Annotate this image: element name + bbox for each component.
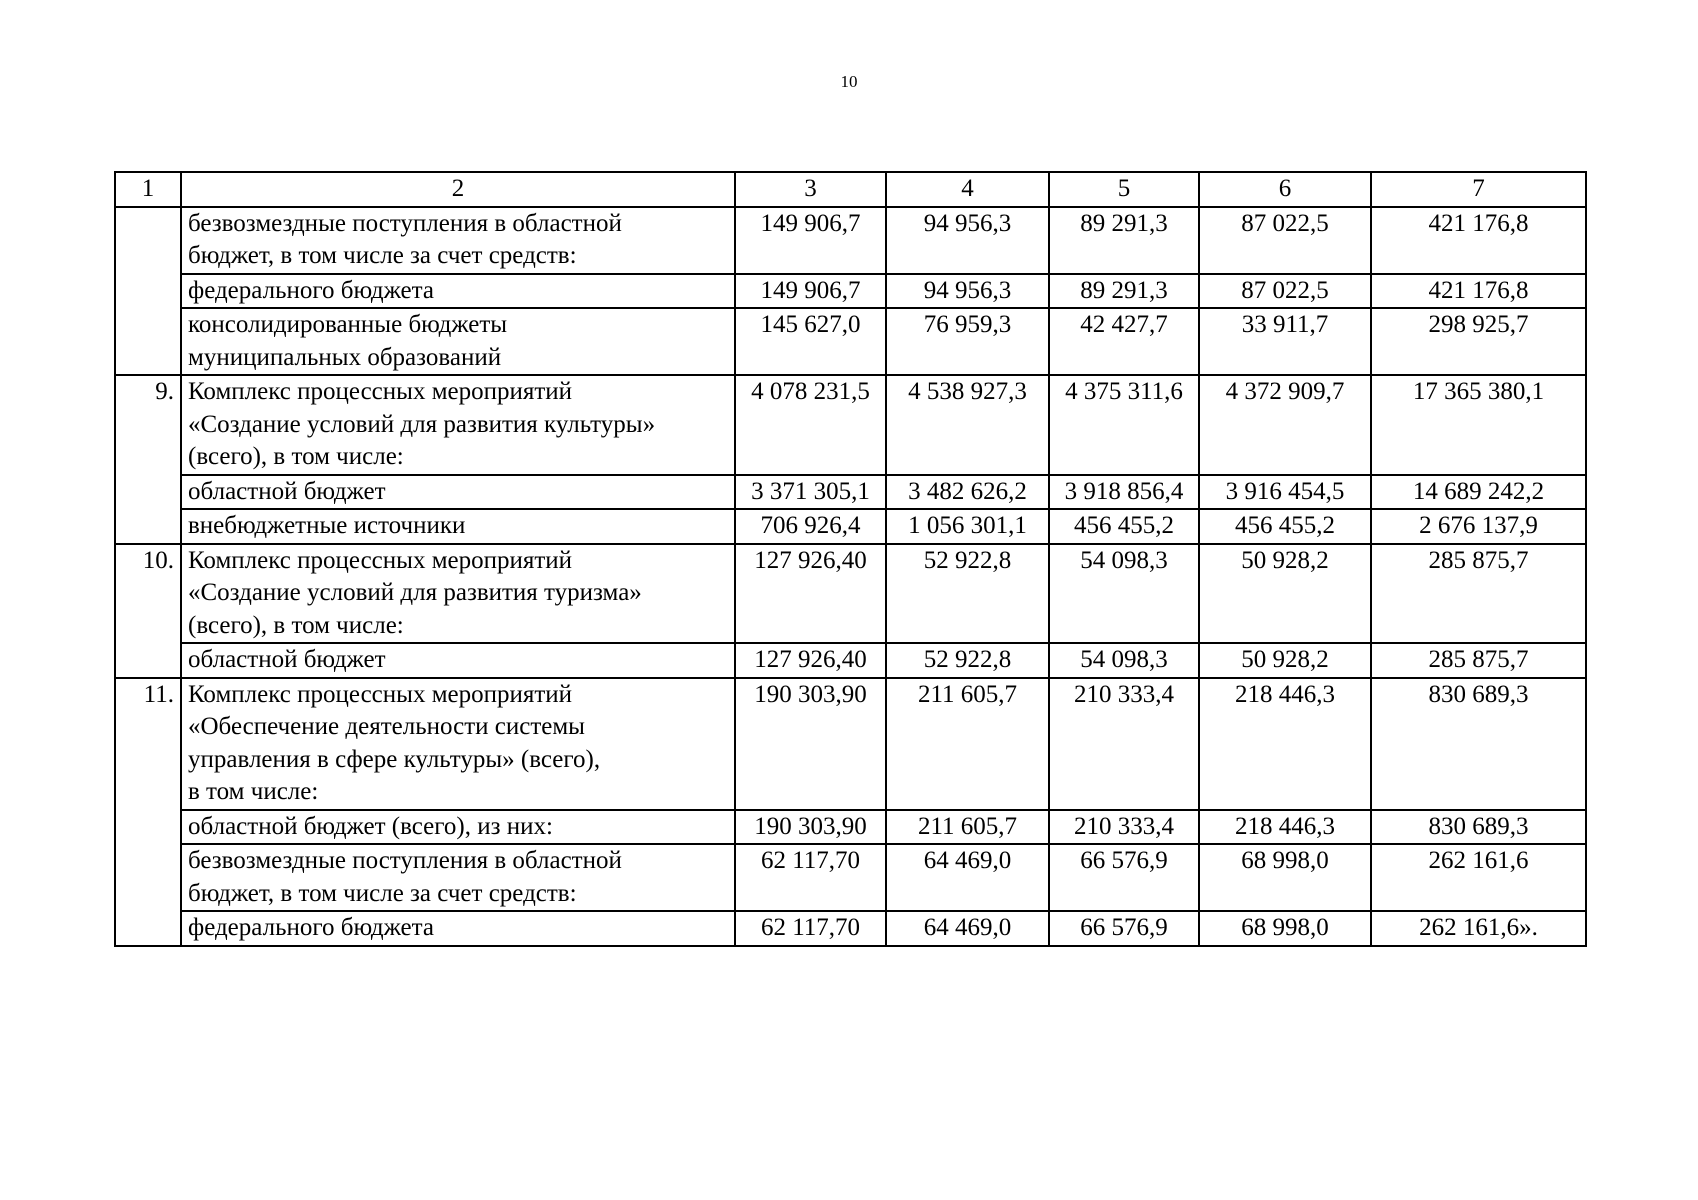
- row-label: [181, 844, 735, 911]
- value-cell-col5: 42 427,7: [1049, 308, 1199, 375]
- page-number: 10: [840, 72, 858, 91]
- row-label-line: безвозмездные поступления в областной: [188, 209, 622, 237]
- value-cell-col6: 50 928,2: [1199, 643, 1371, 678]
- row-label: [181, 475, 735, 510]
- header-row: [115, 172, 1586, 207]
- row-label: [181, 207, 735, 274]
- row-label-line: Комплекс процессных мероприятий: [188, 378, 573, 405]
- row-label-line: в том числе:: [188, 778, 319, 805]
- value-cell-col4: 64 469,0: [886, 911, 1049, 946]
- header-cell: 3: [735, 172, 886, 207]
- value-cell-col3: 4 078 231,5: [735, 375, 886, 475]
- value-cell-col6: 3 916 454,5: [1199, 475, 1371, 510]
- row-label: [181, 308, 735, 375]
- value-cell-col3: 706 926,4: [735, 509, 886, 544]
- table-body: [115, 172, 1586, 946]
- value-cell-col3: 190 303,90: [735, 678, 886, 810]
- value-cell-col5: 89 291,3: [1049, 274, 1199, 309]
- value-cell-col4: 4 538 927,3: [886, 375, 1049, 475]
- row-label-line: областной бюджет (всего), из них:: [188, 812, 553, 840]
- row-label-line: областной бюджет: [188, 646, 386, 673]
- value-cell-col7: 17 365 380,1: [1371, 375, 1586, 475]
- value-cell-col3: 145 627,0: [735, 308, 886, 375]
- table-row: [115, 509, 1586, 544]
- row-index: 9.: [115, 375, 181, 544]
- header-cell: 5: [1049, 172, 1199, 207]
- value-cell-col6: 218 446,3: [1199, 678, 1371, 810]
- value-cell-col5: 54 098,3: [1049, 544, 1199, 644]
- row-label-line: муниципальных образований: [188, 343, 502, 371]
- value-cell-col5: 210 333,4: [1049, 810, 1199, 845]
- header-cell: 2: [181, 172, 735, 207]
- table-row: [115, 544, 1586, 644]
- value-cell-col7: 2 676 137,9: [1371, 509, 1586, 544]
- table-row: [115, 308, 1586, 375]
- value-cell-col5: 3 918 856,4: [1049, 475, 1199, 510]
- value-cell-col7: 421 176,8: [1371, 274, 1586, 309]
- table-row: [115, 207, 1586, 274]
- row-label: [181, 544, 735, 644]
- row-label-line: федерального бюджета: [188, 914, 434, 941]
- value-cell-col4: 64 469,0: [886, 844, 1049, 911]
- header-cell: 1: [115, 172, 181, 207]
- row-label-line: бюджет, в том числе за счет средств:: [188, 242, 577, 269]
- value-cell-col7: 285 875,7: [1371, 544, 1586, 644]
- value-cell-col6: 456 455,2: [1199, 509, 1371, 544]
- value-cell-col4: 3 482 626,2: [886, 475, 1049, 510]
- table-row: [115, 375, 1586, 475]
- value-cell-col4: 52 922,8: [886, 544, 1049, 644]
- value-cell-col5: 456 455,2: [1049, 509, 1199, 544]
- value-cell-col6: 33 911,7: [1199, 308, 1371, 375]
- value-cell-col3: 149 906,7: [735, 207, 886, 274]
- value-cell-col3: 3 371 305,1: [735, 475, 886, 510]
- value-cell-col5: 66 576,9: [1049, 844, 1199, 911]
- row-label-line: безвозмездные поступления в областной: [188, 847, 622, 874]
- header-cell: 6: [1199, 172, 1371, 207]
- value-cell-col7: 285 875,7: [1371, 643, 1586, 678]
- value-cell-col7: 830 689,3: [1371, 810, 1586, 845]
- value-cell-col3: 62 117,70: [735, 911, 886, 946]
- table-row: [115, 475, 1586, 510]
- row-index: 11.: [115, 678, 181, 946]
- table-row: [115, 810, 1586, 845]
- value-cell-col3: 127 926,40: [735, 643, 886, 678]
- row-label: [181, 509, 735, 544]
- value-cell-col6: 68 998,0: [1199, 844, 1371, 911]
- value-cell-col4: 1 056 301,1: [886, 509, 1049, 544]
- row-label-line: «Создание условий для развития культуры»: [188, 410, 656, 438]
- row-label-line: бюджет, в том числе за счет средств:: [188, 879, 577, 907]
- row-label: [181, 911, 735, 946]
- value-cell-col4: 52 922,8: [886, 643, 1049, 678]
- value-cell-col6: 87 022,5: [1199, 274, 1371, 309]
- row-label-line: (всего), в том числе:: [188, 611, 404, 639]
- row-label-line: «Обеспечение деятельности системы: [188, 713, 585, 740]
- value-cell-col4: 94 956,3: [886, 207, 1049, 274]
- value-cell-col4: 76 959,3: [886, 308, 1049, 375]
- value-cell-col6: 87 022,5: [1199, 207, 1371, 274]
- value-cell-col6: 68 998,0: [1199, 911, 1371, 946]
- value-cell-col5: 66 576,9: [1049, 911, 1199, 946]
- value-cell-col6: 4 372 909,7: [1199, 375, 1371, 475]
- table-row: [115, 911, 1586, 946]
- row-label-line: управления в сфере культуры» (всего),: [188, 745, 601, 773]
- value-cell-col4: 211 605,7: [886, 678, 1049, 810]
- value-cell-col4: 94 956,3: [886, 274, 1049, 309]
- value-cell-col7: 14 689 242,2: [1371, 475, 1586, 510]
- value-cell-col3: 127 926,40: [735, 544, 886, 644]
- row-index: [115, 207, 181, 376]
- value-cell-col5: 54 098,3: [1049, 643, 1199, 678]
- row-label-line: областной бюджет: [188, 477, 386, 505]
- row-label: [181, 375, 735, 475]
- value-cell-col5: 4 375 311,6: [1049, 375, 1199, 475]
- row-label-line: (всего), в том числе:: [188, 443, 404, 470]
- value-cell-col3: 190 303,90: [735, 810, 886, 845]
- row-label-line: консолидированные бюджеты: [188, 311, 508, 338]
- value-cell-col4: 211 605,7: [886, 810, 1049, 845]
- value-cell-col6: 50 928,2: [1199, 544, 1371, 644]
- row-label-line: федерального бюджета: [188, 276, 434, 304]
- row-label: [181, 643, 735, 678]
- budget-table: [114, 171, 1587, 947]
- value-cell-col7: 262 161,6: [1371, 844, 1586, 911]
- value-cell-col7: 262 161,6».: [1371, 911, 1586, 946]
- row-label-line: внебюджетные источники: [188, 512, 466, 539]
- row-label: [181, 274, 735, 309]
- row-index: 10.: [115, 544, 181, 678]
- row-label-line: Комплекс процессных мероприятий: [188, 546, 573, 574]
- header-cell: 4: [886, 172, 1049, 207]
- table-row: [115, 643, 1586, 678]
- row-label: [181, 810, 735, 845]
- table-row: [115, 274, 1586, 309]
- value-cell-col3: 62 117,70: [735, 844, 886, 911]
- value-cell-col7: 830 689,3: [1371, 678, 1586, 810]
- value-cell-col7: 298 925,7: [1371, 308, 1586, 375]
- header-cell: 7: [1371, 172, 1586, 207]
- value-cell-col3: 149 906,7: [735, 274, 886, 309]
- row-label-line: «Создание условий для развития туризма»: [188, 579, 642, 606]
- value-cell-col6: 218 446,3: [1199, 810, 1371, 845]
- row-label: [181, 678, 735, 810]
- value-cell-col5: 89 291,3: [1049, 207, 1199, 274]
- table-row: [115, 678, 1586, 810]
- value-cell-col5: 210 333,4: [1049, 678, 1199, 810]
- value-cell-col7: 421 176,8: [1371, 207, 1586, 274]
- table-row: [115, 844, 1586, 911]
- row-label-line: Комплекс процессных мероприятий: [188, 680, 573, 708]
